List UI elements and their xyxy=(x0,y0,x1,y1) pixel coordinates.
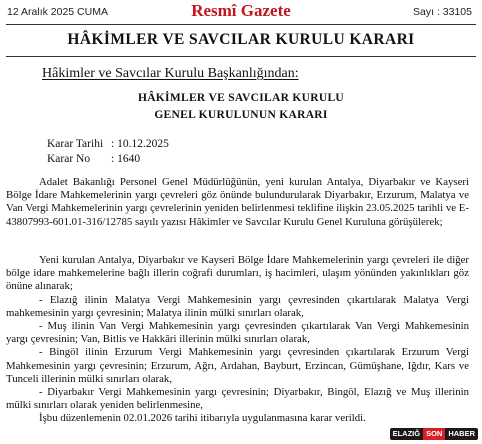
watermark-part-2: SON xyxy=(423,428,445,440)
paragraph-intro: Adalet Bakanlığı Personel Genel Müdürlüğünün, yeni kurulan Antalya, Diyarbakır ve Kayseri Bölge İdare Mahkemelerinin yargı çevreleri göz önünde bulundurularak Diyarbakır, Erzurum, Malatya ve Van Vergi Mahkemelerinin yargı çevrelerinin yeniden belirlenmesi teklifine ilişkin 23.05.2025 tarihli ve E-43807993-601.01-316/12785 sayılı yazısı Hâkimler ve Savcılar Kurulu Genel Kuruluna görüşülerek; xyxy=(6,176,469,228)
watermark-part-3: HABER xyxy=(445,428,478,440)
decision-number-row xyxy=(47,153,140,165)
gazette-brand: Resmî Gazete xyxy=(191,1,291,20)
decision-number-value: : 1640 xyxy=(111,153,141,165)
decision-number-label: Karar No xyxy=(47,153,91,165)
ruling-item-2: - Muş ilinin Van Vergi Mahkemesinin yargı çevresinden çıkartılarak Van Vergi Mahkemesinin yargı çevresinin; Van, Bitlis ve Hakkâri illerinin mülki sınırları olarak, xyxy=(6,320,469,346)
addressee-line: Hâkimler ve Savcılar Kurulu Başkanlığından: xyxy=(42,66,299,81)
paragraph-rationale: Yeni kurulan Antalya, Diyarbakır ve Kayseri Bölge İdare Mahkemelerinin yargı çevreleri ile diğer bölge idare mahkemelerine bağlı illerin coğrafi durumları, iş hacimleri, ulaşım yönünden yakınlıkları göz önüne alınarak; xyxy=(6,254,469,293)
header-divider xyxy=(6,24,476,25)
decision-date-value: : 10.12.2025 xyxy=(111,138,169,150)
ruling-item-3: - Bingöl ilinin Erzurum Vergi Mahkemesinin yargı çevresinden çıkartılarak Erzurum Vergi Mahkemesinin yargı çevresinin; Erzurum, Ağrı, Ardahan, Bayburt, Erzincan, Gümüşhane, Iğdır, Kars ve Tunceli illerinin mülki sınırları olarak, xyxy=(6,346,469,385)
ruling-section xyxy=(6,254,469,426)
publication-date: 12 Aralık 2025 CUMA xyxy=(7,6,108,18)
ruling-item-1: - Elazığ ilinin Malatya Vergi Mahkemesinin yargı çevresinden çıkartılarak Malatya Vergi mahkemesinin yargı çevresinin; Malatya ilinin mülki sınırları olarak, xyxy=(6,293,469,319)
intro-section xyxy=(6,176,469,229)
decision-heading-2: GENEL KURULUNUN KARARI xyxy=(154,109,328,121)
news-watermark xyxy=(390,428,478,440)
decision-date-label: Karar Tarihi xyxy=(47,138,104,150)
title-divider xyxy=(6,56,476,57)
decision-heading-1: HÂKİMLER VE SAVCILAR KURULU xyxy=(137,92,345,104)
main-title: HÂKİMLER VE SAVCILAR KURULU KARARI xyxy=(67,31,415,48)
ruling-item-4: - Diyarbakır Vergi Mahkemesinin yargı çevresinin; Diyarbakır, Bingöl, Elazığ ve Muş illerinin mülki sınırları olarak yeniden belirlenmesine, xyxy=(6,386,469,412)
gazette-header xyxy=(0,0,482,24)
decision-date-row xyxy=(47,138,169,150)
issue-number: Sayı : 33105 xyxy=(413,6,472,18)
watermark-part-1: ELAZIĞ xyxy=(390,428,424,440)
closing-line: İşbu düzenlemenin 02.01.2026 tarihi itibarıyla uygulanmasına karar verildi. xyxy=(39,412,366,425)
